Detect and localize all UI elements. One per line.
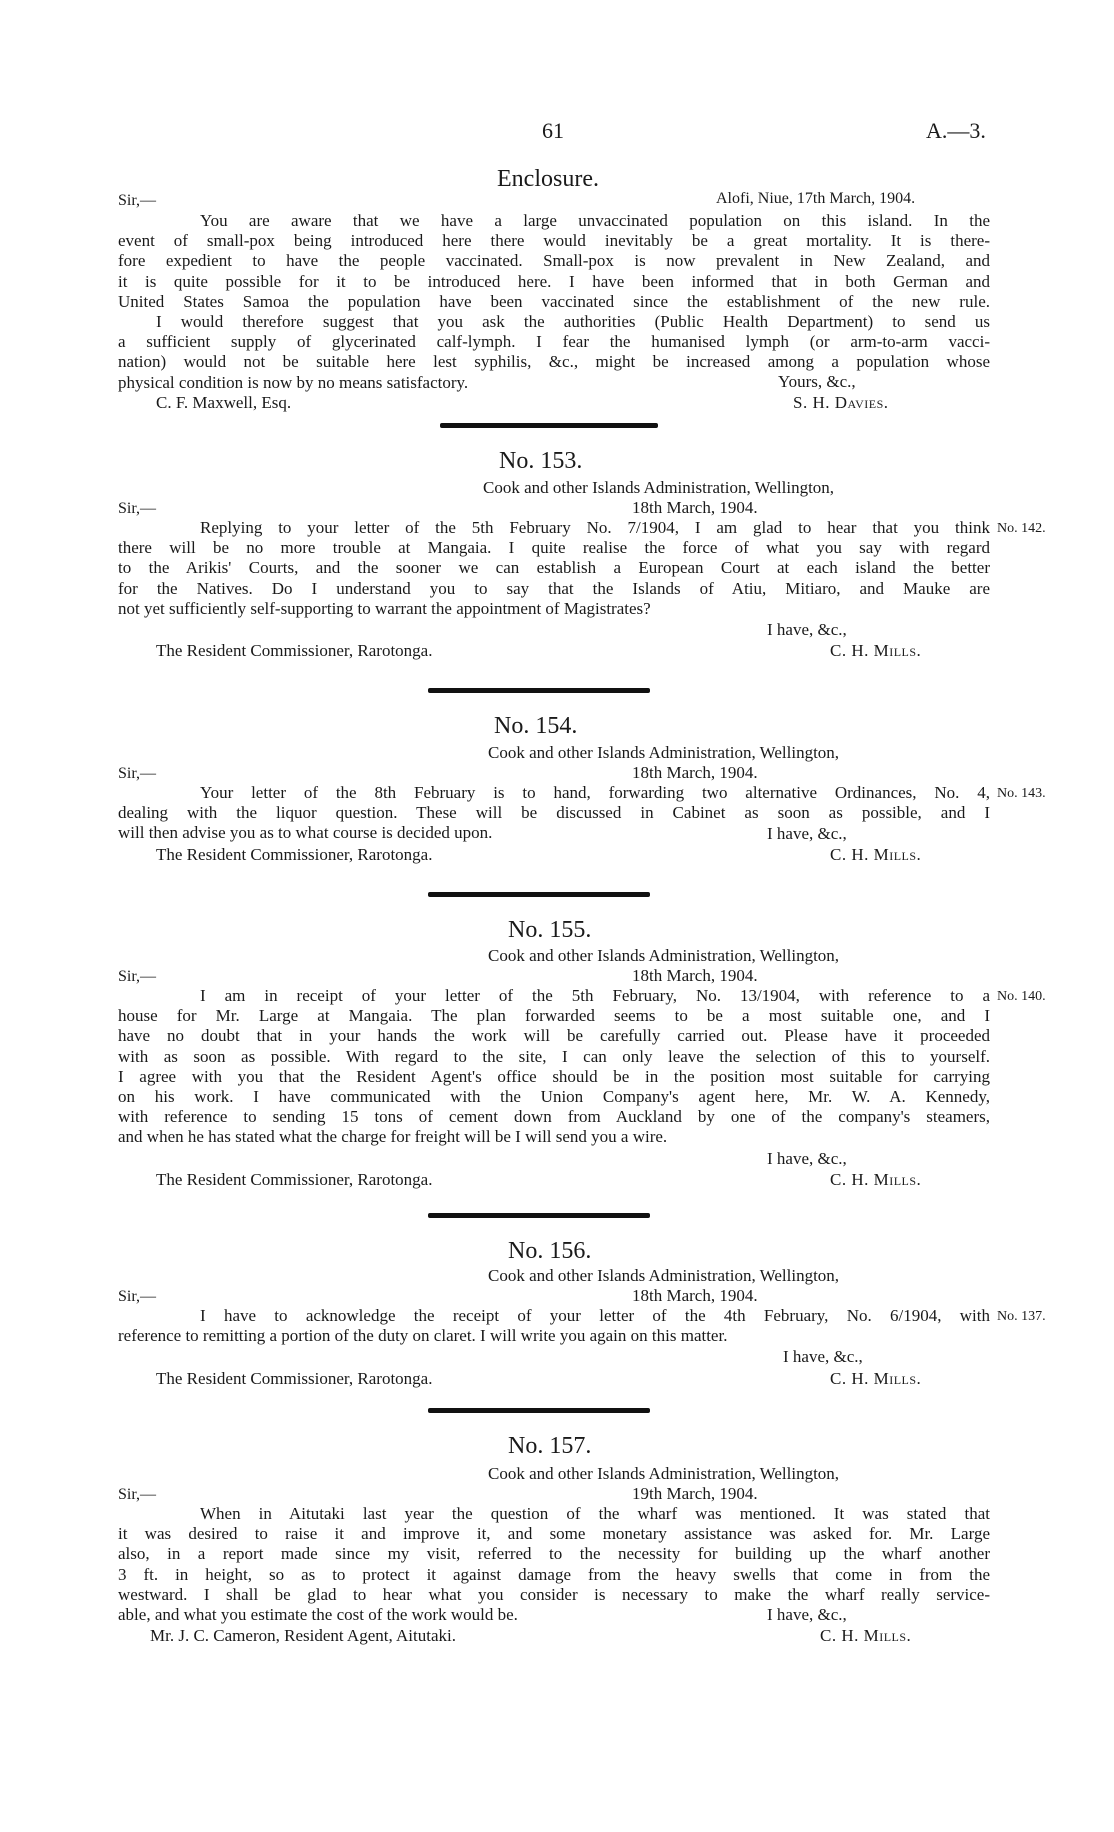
letter-closing: I have, &c., bbox=[767, 1149, 847, 1168]
letter-closing: I have, &c., bbox=[767, 1605, 847, 1624]
letter-from-line: Cook and other Islands Administration, Wellington, bbox=[488, 1266, 840, 1285]
text-line: When in Aitutaki last year the question of the wharf was mentioned. It was stated that bbox=[200, 1504, 990, 1523]
text-line: house for Mr. Large at Mangaia. The plan forwarded seems to be a most suitable one, and I bbox=[118, 1006, 990, 1026]
margin-reference: No. 142. bbox=[997, 521, 1046, 536]
enclosure-place-date: Alofi, Niue, 17th March, 1904. bbox=[716, 190, 916, 207]
margin-reference: No. 140. bbox=[997, 989, 1046, 1004]
text-line: on his work. I have communicated with the Union Company's agent here, Mr. W. A. Kennedy, bbox=[118, 1087, 990, 1107]
section-divider bbox=[440, 423, 658, 428]
margin-reference: No. 143. bbox=[997, 786, 1046, 801]
text-line: with as soon as possible. With regard to the site, I can only leave the selection of this to yourself. bbox=[118, 1046, 990, 1066]
text-line: will then advise you as to what course is decided upon. bbox=[118, 823, 493, 843]
letter-salutation: Sir,— bbox=[118, 765, 157, 782]
letter-from-line: Cook and other Islands Administration, Wellington, bbox=[483, 478, 835, 497]
section-divider bbox=[428, 1408, 650, 1413]
letter-date: 18th March, 1904. bbox=[632, 763, 758, 782]
text-line: fore expedient to have the people vaccinated. Small-pox is now prevalent in New Zealand, and bbox=[118, 251, 990, 271]
letter-body bbox=[118, 1306, 990, 1346]
letter-body bbox=[118, 518, 990, 619]
letter-closing: I have, &c., bbox=[767, 824, 847, 843]
text-line: a sufficient supply of glycerinated calf-lymph. I fear the humanised lymph (or arm-to-arm vacci- bbox=[118, 332, 990, 352]
letter-from-line: Cook and other Islands Administration, Wellington, bbox=[488, 1464, 840, 1483]
text-line: You are aware that we have a large unvaccinated population on this island. In the bbox=[200, 211, 990, 230]
enclosure-addressee: C. F. Maxwell, Esq. bbox=[156, 393, 292, 412]
letter-date: 18th March, 1904. bbox=[632, 1286, 758, 1305]
letter-signature: C. H. Mills. bbox=[830, 1170, 922, 1189]
text-line: able, and what you estimate the cost of the work would be. bbox=[118, 1605, 518, 1625]
letter-number: No. 153. bbox=[499, 448, 583, 474]
letter-from-line: Cook and other Islands Administration, Wellington, bbox=[488, 743, 840, 762]
margin-reference: No. 137. bbox=[997, 1309, 1046, 1324]
letter-closing: I have, &c., bbox=[783, 1347, 863, 1366]
section-divider bbox=[428, 1213, 650, 1218]
letter-addressee: The Resident Commissioner, Rarotonga. bbox=[156, 1369, 433, 1388]
letter-signature: C. H. Mills. bbox=[830, 845, 922, 864]
section-divider bbox=[428, 892, 650, 897]
enclosure-paragraph-1 bbox=[118, 211, 990, 312]
text-line: I am in receipt of your letter of the 5th February, No. 13/1904, with reference to a bbox=[200, 986, 990, 1005]
document-reference: A.—3. bbox=[926, 118, 986, 143]
letter-date: 18th March, 1904. bbox=[632, 966, 758, 985]
letter-date: 18th March, 1904. bbox=[632, 498, 758, 517]
text-line: it is quite possible for it to be introduced here. I have been informed that in both German and bbox=[118, 271, 990, 291]
letter-number: No. 157. bbox=[508, 1433, 592, 1459]
letter-number: No. 154. bbox=[494, 713, 578, 739]
text-line: dealing with the liquor question. These will be discussed in Cabinet as soon as possible, and I bbox=[118, 803, 990, 823]
letter-body bbox=[118, 1504, 990, 1625]
text-line: for the Natives. Do I understand you to say that the Islands of Atiu, Mitiaro, and Mauke are bbox=[118, 578, 990, 598]
letter-closing: I have, &c., bbox=[767, 620, 847, 639]
letter-addressee: The Resident Commissioner, Rarotonga. bbox=[156, 845, 433, 864]
enclosure-closing: Yours, &c., bbox=[778, 372, 856, 391]
text-line: 3 ft. in height, so as to protect it against damage from the heavy swells that come in from the bbox=[118, 1564, 990, 1584]
letter-addressee: Mr. J. C. Cameron, Resident Agent, Aitutaki. bbox=[150, 1626, 456, 1645]
text-line: and when he has stated what the charge for freight will be I will send you a wire. bbox=[118, 1127, 668, 1147]
text-line: I would therefore suggest that you ask the authorities (Public Health Department) to send us bbox=[156, 312, 990, 331]
text-line: event of small-pox being introduced here there would inevitably be a great mortality. It is there- bbox=[118, 231, 990, 251]
letter-salutation: Sir,— bbox=[118, 968, 157, 985]
letter-body bbox=[118, 986, 990, 1148]
letter-addressee: The Resident Commissioner, Rarotonga. bbox=[156, 1170, 433, 1189]
enclosure-paragraph-2 bbox=[118, 312, 990, 393]
text-line: have no doubt that in your hands the work will be carefully carried out. Please have it proceeded bbox=[118, 1026, 990, 1046]
text-line: nation) would not be suitable here lest syphilis, &c., might be increased among a population whose bbox=[118, 352, 990, 372]
letter-salutation: Sir,— bbox=[118, 1486, 157, 1503]
text-line: Replying to your letter of the 5th February No. 7/1904, I am glad to hear that you think bbox=[200, 518, 990, 537]
letter-body bbox=[118, 783, 990, 844]
letter-date: 19th March, 1904. bbox=[632, 1484, 758, 1503]
enclosure-title: Enclosure. bbox=[497, 166, 599, 192]
text-line: it was desired to raise it and improve it, and some monetary assistance was asked for. Mr. Large bbox=[118, 1524, 990, 1544]
page-number: 61 bbox=[542, 118, 564, 143]
text-line: physical condition is now by no means satisfactory. bbox=[118, 372, 469, 392]
letter-signature: C. H. Mills. bbox=[820, 1626, 912, 1645]
letter-from-line: Cook and other Islands Administration, Wellington, bbox=[488, 946, 840, 965]
section-divider bbox=[428, 688, 650, 693]
text-line: Your letter of the 8th February is to hand, forwarding two alternative Ordinances, No. 4, bbox=[200, 783, 990, 802]
text-line: there will be no more trouble at Mangaia. I quite realise the force of what you say with regard bbox=[118, 538, 990, 558]
text-line: reference to remitting a portion of the duty on claret. I will write you again on this matter. bbox=[118, 1326, 728, 1346]
text-line: with reference to sending 15 tons of cement down from Auckland by one of the company's steamers, bbox=[118, 1107, 990, 1127]
enclosure-salutation: Sir,— bbox=[118, 192, 157, 209]
text-line: to the Arikis' Courts, and the sooner we can establish a European Court at each island the better bbox=[118, 558, 990, 578]
letter-signature: C. H. Mills. bbox=[830, 641, 922, 660]
letter-salutation: Sir,— bbox=[118, 1288, 157, 1305]
text-line: not yet sufficiently self-supporting to warrant the appointment of Magistrates? bbox=[118, 598, 651, 618]
letter-salutation: Sir,— bbox=[118, 500, 157, 517]
letter-number: No. 155. bbox=[508, 917, 592, 943]
text-line: United States Samoa the population have been vaccinated since the establishment of the new rule. bbox=[118, 291, 990, 311]
text-line: I have to acknowledge the receipt of your letter of the 4th February, No. 6/1904, with bbox=[200, 1306, 990, 1325]
letter-signature: C. H. Mills. bbox=[830, 1369, 922, 1388]
enclosure-signature: S. H. Davies. bbox=[793, 393, 889, 412]
text-line: also, in a report made since my visit, referred to the necessity for building up the wharf another bbox=[118, 1544, 990, 1564]
text-line: westward. I shall be glad to hear what you consider is necessary to make the wharf really service- bbox=[118, 1584, 990, 1604]
text-line: I agree with you that the Resident Agent's office should be in the position most suitable for carrying bbox=[118, 1066, 990, 1086]
letter-number: No. 156. bbox=[508, 1238, 592, 1264]
letter-addressee: The Resident Commissioner, Rarotonga. bbox=[156, 641, 433, 660]
